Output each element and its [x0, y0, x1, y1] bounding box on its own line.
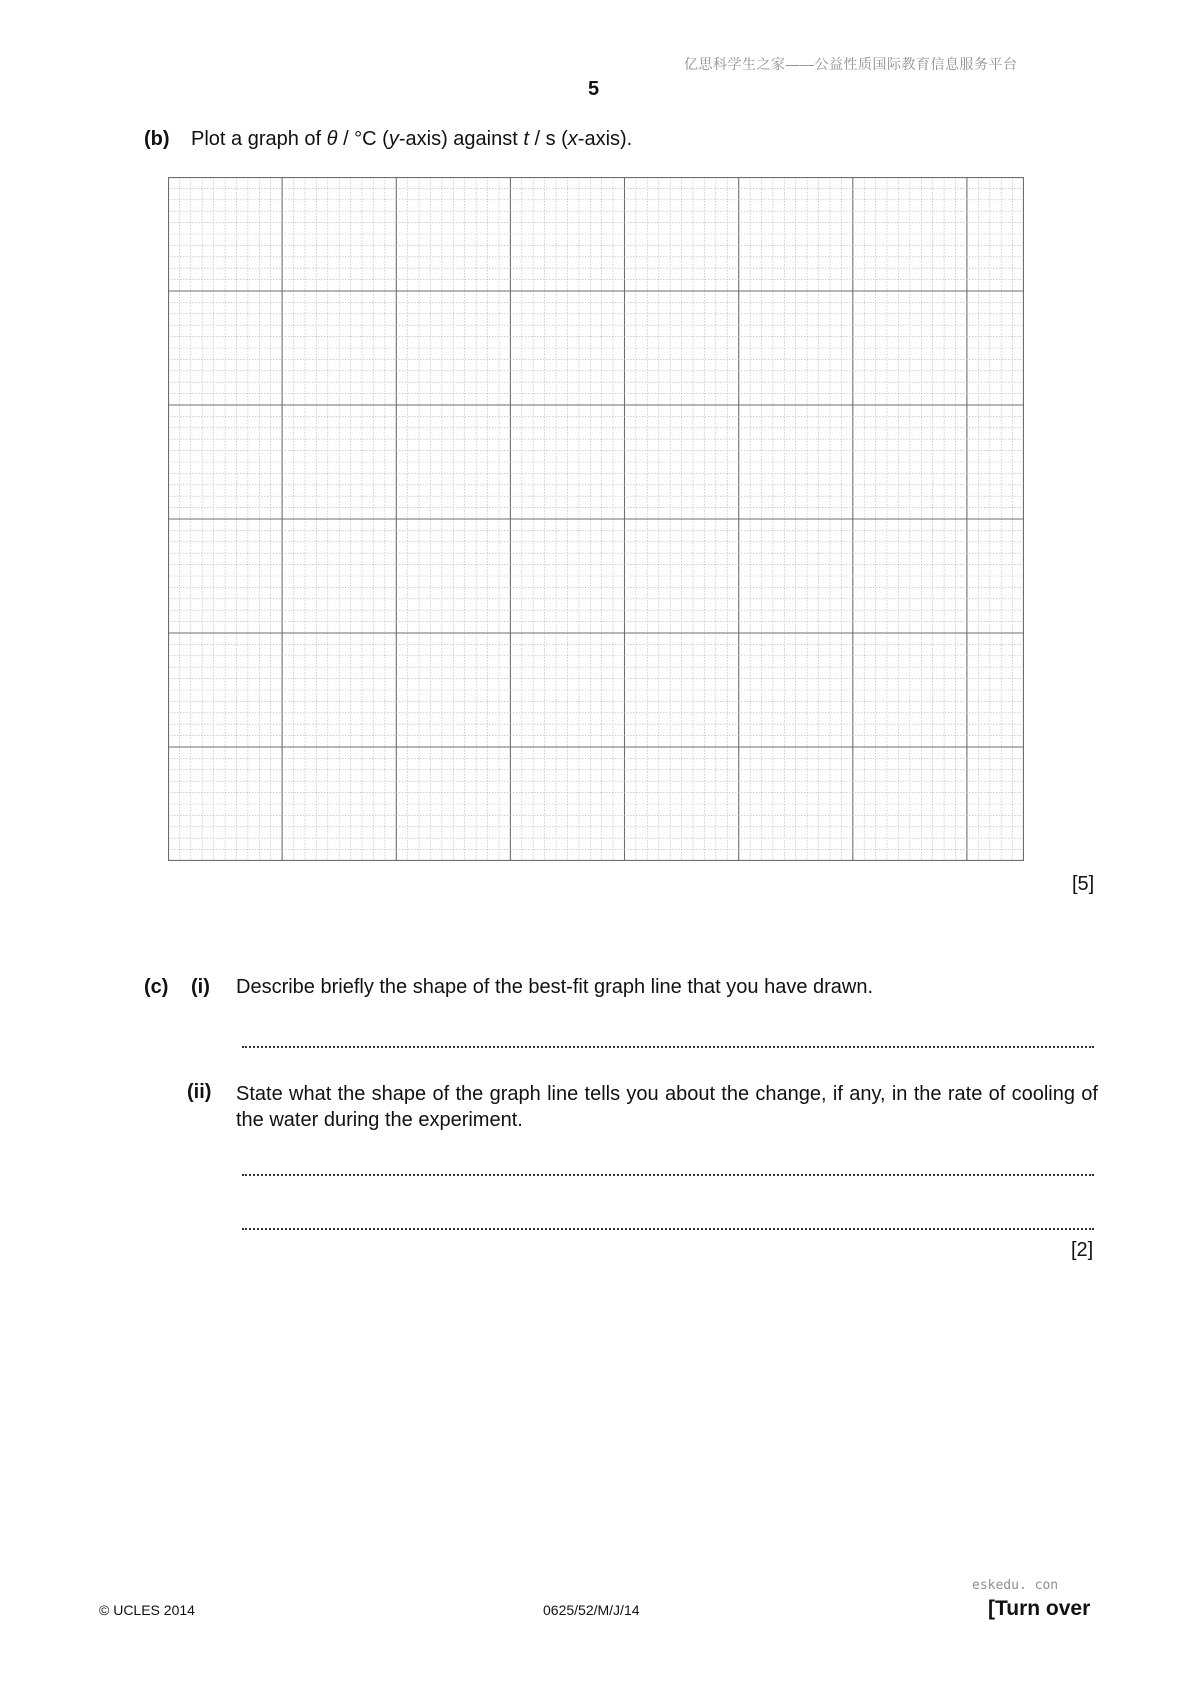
answer-line-c-ii-2[interactable] [242, 1228, 1094, 1230]
footer-paper-code: 0625/52/M/J/14 [543, 1602, 640, 1618]
footer-watermark: eskedu. con [972, 1578, 1059, 1593]
part-b-text-mid3: / s ( [528, 128, 568, 150]
part-c-i-question: Describe briefly the shape of the best-fit graph line that you have drawn. [236, 976, 874, 998]
theta-symbol: θ [326, 128, 338, 150]
part-c-ii-question: State what the shape of the graph line tells you about the change, if any, in the rate of cooling of the water during the experiment. [236, 1083, 1098, 1131]
part-b-label: (b) [144, 128, 170, 150]
footer-copyright: © UCLES 2014 [99, 1602, 195, 1618]
part-b-text-mid2: -axis) against [398, 128, 524, 150]
part-c-ii-label: (ii) [187, 1081, 212, 1103]
y-symbol: y [388, 128, 399, 150]
turn-over-label: [Turn over [988, 1597, 1091, 1620]
part-b-marks: [5] [1072, 873, 1095, 895]
page-number: 5 [588, 78, 600, 100]
answer-line-c-i[interactable] [242, 1046, 1094, 1048]
answer-line-c-ii-1[interactable] [242, 1174, 1094, 1176]
t-symbol: t [523, 128, 529, 150]
part-c-i-label: (i) [191, 976, 210, 998]
part-b-question [191, 128, 632, 151]
graph-paper-grid[interactable] [168, 177, 1024, 861]
header-watermark: 亿思科学生之家——公益性质国际教育信息服务平台 [684, 56, 1018, 72]
part-c-marks: [2] [1071, 1239, 1094, 1261]
part-b-text-pre: Plot a graph of [191, 128, 327, 150]
part-b-text-mid1: / °C ( [337, 128, 389, 150]
x-symbol: x [567, 128, 578, 150]
part-c-label: (c) [144, 976, 169, 998]
part-b-text-end: -axis). [577, 128, 633, 150]
